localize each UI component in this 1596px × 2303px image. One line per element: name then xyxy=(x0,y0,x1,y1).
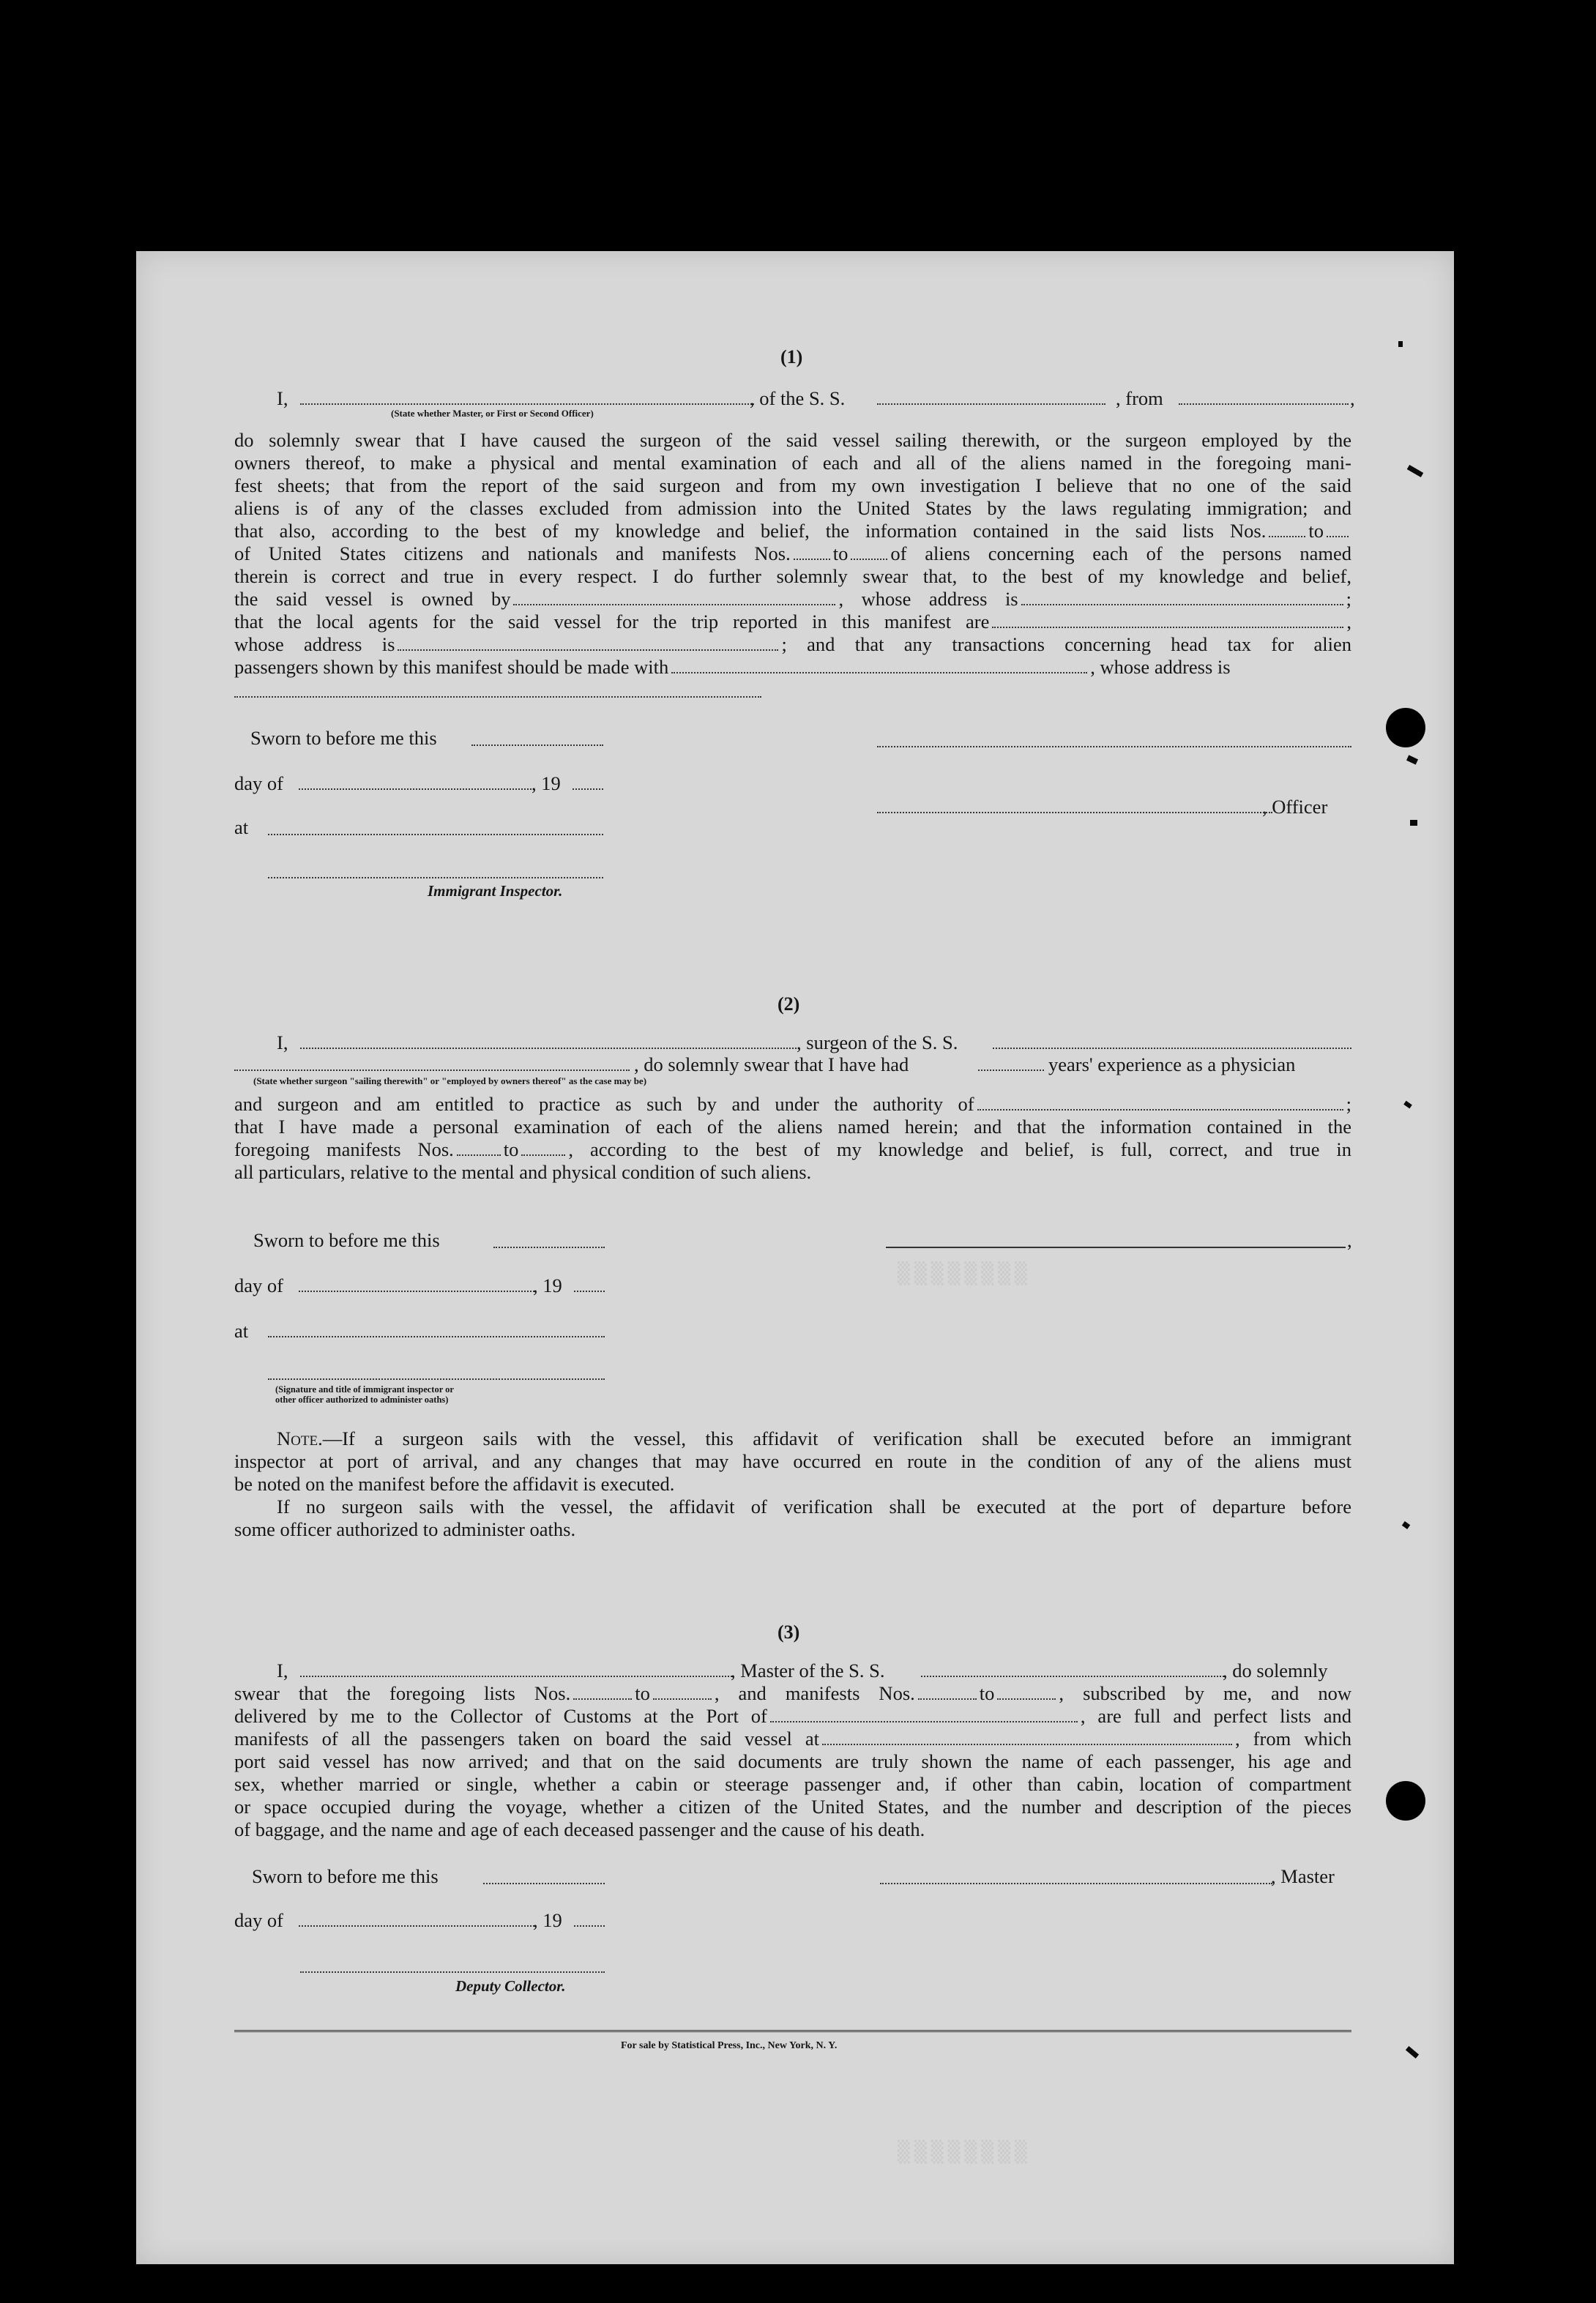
note-line: some officer authorized to administer oaths. xyxy=(234,1518,576,1540)
bleed-through-mark: ▒▒▒▒▒▒▒▒ xyxy=(898,2140,1032,2164)
s2-at: at xyxy=(234,1320,249,1342)
section-3-body xyxy=(234,1682,1351,1841)
s3-vessel-field[interactable] xyxy=(921,1676,1224,1677)
master-name-field[interactable] xyxy=(300,1676,732,1677)
section-1-number: (1) xyxy=(780,346,803,367)
master-signature-field[interactable] xyxy=(880,1883,1272,1884)
inspector-signature-field[interactable] xyxy=(268,877,603,878)
s1-at-field[interactable] xyxy=(268,834,603,835)
s1-day-field[interactable] xyxy=(299,788,534,790)
s1-line: aliens is of any of the classes excluded from admission into the United States by the laws regulating immigration; and xyxy=(234,497,1351,519)
s1-year: , 19 xyxy=(532,772,561,794)
note-line: If no surgeon sails with the vessel, the affidavit of verification shall be executed at the port of departure before xyxy=(277,1496,1351,1518)
footer-printer: For sale by Statistical Press, Inc., New York, N. Y. xyxy=(621,2040,838,2051)
s2-year-field[interactable] xyxy=(574,1291,605,1292)
head-tax-address-field[interactable] xyxy=(234,696,761,698)
s3-master: , Master xyxy=(1271,1865,1335,1887)
note-line: be noted on the manifest before the affidavit is executed. xyxy=(234,1473,675,1495)
officer-note: (State whether Master, or First or Second Officer) xyxy=(391,408,594,419)
officer-signature-field[interactable] xyxy=(877,746,1351,747)
sig-note-1: (Signature and title of immigrant inspector or xyxy=(275,1384,454,1395)
s3-solemnly: , do solemnly xyxy=(1223,1660,1328,1681)
s1-inspector: Immigrant Inspector. xyxy=(428,882,563,900)
s1-line-8: the said vessel is owned by , whose address is ; xyxy=(234,588,1351,610)
s3-sworn-field[interactable] xyxy=(483,1883,605,1884)
s1-sworn: Sworn to before me this xyxy=(250,727,437,749)
s3-i: I, xyxy=(277,1660,288,1681)
officer-name-field[interactable] xyxy=(300,403,754,405)
surgeon-note: (State whether surgeon "sailing therewith" or "employed by owners thereof" as the case may be) xyxy=(253,1075,647,1086)
s2-line-5: foregoing manifests Nos. to , according to the best of my knowledge and belief, is full, correct, and true in xyxy=(234,1138,1351,1160)
deputy-signature-field[interactable] xyxy=(300,1971,605,1973)
s1-comma: , xyxy=(1350,387,1355,409)
years-experience-field[interactable] xyxy=(978,1070,1044,1071)
bleed-through-mark: ▒▒▒▒▒▒▒▒ xyxy=(898,1261,1032,1285)
s3-deputy: Deputy Collector. xyxy=(455,1977,566,1995)
s3-line-2: swear that the foregoing lists Nos. to , and manifests Nos. to , subscribed by me, and now xyxy=(234,1682,1351,1704)
s3-line: sex, whether married or single, whether a cabin or steerage passenger and, if other than cabin, location of compartment xyxy=(234,1773,1351,1795)
s2-line-2a: , do solemnly swear that I have had xyxy=(634,1053,909,1075)
s2-comma: , xyxy=(1347,1229,1352,1251)
from-port-field[interactable] xyxy=(1179,403,1349,405)
punch-hole xyxy=(1386,1781,1425,1821)
s2-inspector-signature-field[interactable] xyxy=(268,1378,605,1380)
s2-day-of: day of xyxy=(234,1274,283,1296)
s1-line: therein is correct and true in every respect. I do further solemnly swear that, to the best of my knowledge and belief, xyxy=(234,565,1351,587)
s2-line-3: and surgeon and am entitled to practice as such by and under the authority of ; xyxy=(234,1093,1351,1115)
s3-sworn: Sworn to before me this xyxy=(252,1865,439,1887)
officer-title-field[interactable] xyxy=(877,812,1272,813)
s2-year: , 19 xyxy=(533,1274,562,1296)
note-line: inspector at port of arrival, and any changes that may have occurred en route in the condition of any of the aliens must xyxy=(234,1450,1351,1472)
s2-day-field[interactable] xyxy=(299,1291,534,1292)
note-body xyxy=(234,1427,1351,1541)
s1-line: fest sheets; that from the report of the said surgeon and from my own investigation I believe that no one of the said xyxy=(234,474,1351,496)
section-2-number: (2) xyxy=(778,993,800,1015)
s2-line-2b: years' experience as a physician xyxy=(1048,1053,1296,1075)
scan-speck xyxy=(1398,341,1403,347)
s3-line: or space occupied during the voyage, whether a citizen of the United States, and the number and description of the pieces xyxy=(234,1796,1351,1818)
s2-signature-field[interactable] xyxy=(886,1247,1346,1248)
note-label: Note. xyxy=(277,1427,323,1449)
s1-line: owners thereof, to make a physical and mental examination of each and all of the aliens named in the foregoing mani- xyxy=(234,452,1351,474)
s2-sworn: Sworn to before me this xyxy=(253,1229,440,1251)
s3-year-field[interactable] xyxy=(574,1925,605,1927)
s1-line-9: that the local agents for the said vessel for the trip reported in this manifest are , xyxy=(234,611,1351,632)
s1-from: , from xyxy=(1116,387,1163,409)
s3-day-field[interactable] xyxy=(299,1925,534,1927)
s1-line-6: of United States citizens and nationals and manifests Nos. to of aliens concerning each of the persons named xyxy=(234,542,1351,564)
s2-surgeon: , surgeon of the S. S. xyxy=(797,1031,958,1053)
scan-speck xyxy=(1410,820,1417,826)
s3-line-3: delivered by me to the Collector of Customs at the Port of , are full and perfect lists and xyxy=(234,1705,1351,1727)
s1-line-5: that also, according to the best of my knowledge and belief, the information contained in the said lists Nos. to xyxy=(234,520,1351,542)
s2-at-field[interactable] xyxy=(268,1336,605,1337)
s1-day-of: day of xyxy=(234,772,283,794)
form-page xyxy=(136,251,1454,2264)
vessel-name-field[interactable] xyxy=(877,403,1105,405)
note-line: Note.—If a surgeon sails with the vessel, this affidavit of verification shall be executed before an immigrant xyxy=(277,1427,1351,1449)
s1-line: do solemnly swear that I have caused the surgeon of the said vessel sailing therewith, or the surgeon employed by the xyxy=(234,429,1351,451)
s1-i: I, xyxy=(277,387,288,409)
surgeon-type-field[interactable] xyxy=(234,1070,630,1071)
section-1-body xyxy=(234,429,1351,679)
s1-of-ss: , of the S. S. xyxy=(750,387,846,409)
s2-line: that I have made a personal examination of each of the aliens named herein; and that the information contained in the xyxy=(234,1116,1351,1138)
s1-officer: , Officer xyxy=(1262,796,1328,818)
s1-line-10: whose address is ; and that any transactions concerning head tax for alien xyxy=(234,633,1351,655)
s3-line: of baggage, and the name and age of each deceased passenger and the cause of his death. xyxy=(234,1818,925,1840)
s1-sworn-field[interactable] xyxy=(471,744,603,746)
section-3-number: (3) xyxy=(778,1621,800,1643)
s3-line-4: manifests of all the passengers taken on board the said vessel at , from which xyxy=(234,1728,1351,1750)
s3-day-of: day of xyxy=(234,1909,283,1931)
s3-year: , 19 xyxy=(533,1909,562,1931)
s2-sworn-field[interactable] xyxy=(493,1247,605,1248)
s1-at: at xyxy=(234,816,249,838)
s3-master-of: , Master of the S. S. xyxy=(731,1660,885,1681)
s2-vessel-field[interactable] xyxy=(993,1048,1351,1049)
s2-i: I, xyxy=(277,1031,288,1053)
surgeon-name-field[interactable] xyxy=(300,1048,797,1049)
footer-rule xyxy=(234,2030,1351,2032)
s1-line-11: passengers shown by this manifest should be made with , whose address is xyxy=(234,656,1231,678)
sig-note-2: other officer authorized to administer oaths) xyxy=(275,1395,449,1405)
s3-line: port said vessel has now arrived; and that on the said documents are truly shown the name of each passenger, his age and xyxy=(234,1750,1351,1772)
s1-year-field[interactable] xyxy=(573,788,603,790)
s2-line: all particulars, relative to the mental and physical condition of such aliens. xyxy=(234,1161,812,1183)
section-2-body xyxy=(234,1093,1351,1184)
punch-hole xyxy=(1386,708,1425,747)
